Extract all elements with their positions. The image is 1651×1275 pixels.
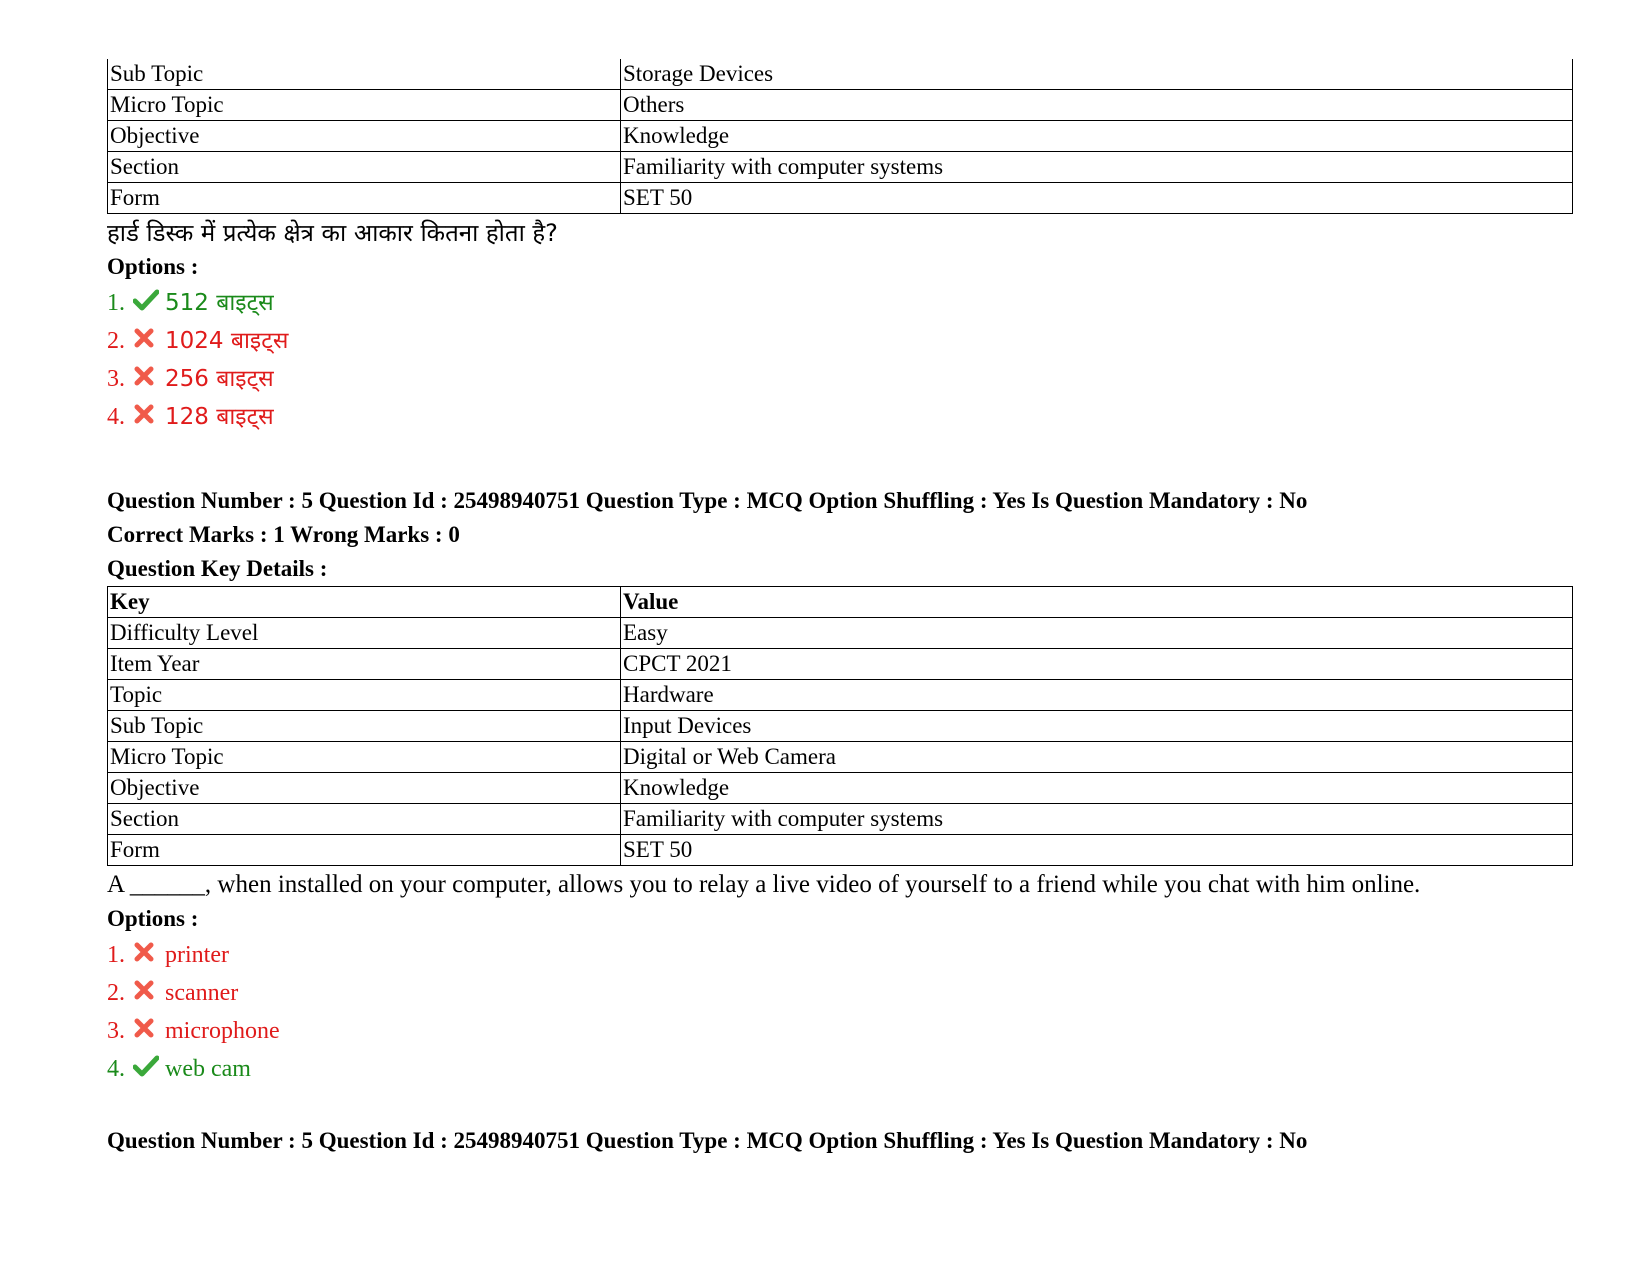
detail-value: Knowledge xyxy=(621,773,1573,804)
option-text: 1024 बाइट्स xyxy=(165,328,289,354)
detail-key: Section xyxy=(108,152,621,183)
option-number: 1. xyxy=(107,942,125,968)
table-header-row xyxy=(108,587,1573,618)
option-text: printer xyxy=(165,942,229,968)
option-item xyxy=(107,360,1574,398)
cross-icon xyxy=(133,975,163,999)
table-row xyxy=(108,183,1573,214)
option-text: 512 बाइट्स xyxy=(165,290,274,316)
detail-key: Topic xyxy=(108,680,621,711)
key-details-table xyxy=(107,586,1573,866)
question-text: हार्ड डिस्क में प्रत्येक क्षेत्र का आकार कितना होता है? xyxy=(107,219,558,247)
table-row xyxy=(108,121,1573,152)
table-row xyxy=(108,804,1573,835)
check-icon xyxy=(133,1051,163,1075)
column-header-value: Value xyxy=(621,587,1573,618)
detail-key: Sub Topic xyxy=(108,59,621,90)
option-text: 128 बाइट्स xyxy=(165,404,274,430)
option-number: 2. xyxy=(107,328,125,354)
table-row xyxy=(108,152,1573,183)
detail-value: SET 50 xyxy=(621,835,1573,866)
detail-key: Objective xyxy=(108,121,621,152)
option-text: web cam xyxy=(165,1056,251,1082)
table-row xyxy=(108,680,1573,711)
options-label: Options : xyxy=(107,254,199,279)
prev-key-details-table xyxy=(107,59,1573,214)
option-item xyxy=(107,284,1574,322)
option-item xyxy=(107,974,1574,1012)
option-text: microphone xyxy=(165,1018,280,1044)
option-number: 4. xyxy=(107,1056,125,1082)
detail-key: Micro Topic xyxy=(108,742,621,773)
detail-value: Others xyxy=(621,90,1573,121)
detail-value: Input Devices xyxy=(621,711,1573,742)
option-text: 256 बाइट्स xyxy=(165,366,274,392)
option-item xyxy=(107,1012,1574,1050)
detail-key: Micro Topic xyxy=(108,90,621,121)
document-page xyxy=(107,59,1574,1158)
column-header-key: Key xyxy=(108,587,621,618)
option-item xyxy=(107,322,1574,360)
cross-icon xyxy=(133,361,163,385)
detail-value: Familiarity with computer systems xyxy=(621,152,1573,183)
check-icon xyxy=(133,285,163,309)
table-row xyxy=(108,59,1573,90)
table-row xyxy=(108,90,1573,121)
cross-icon xyxy=(133,937,163,961)
detail-value: Storage Devices xyxy=(621,59,1573,90)
table-row xyxy=(108,773,1573,804)
option-item xyxy=(107,1050,1574,1088)
options-label: Options : xyxy=(107,906,199,931)
cross-icon xyxy=(133,399,163,423)
detail-key: Form xyxy=(108,183,621,214)
question-text: A ______, when installed on your computer, allows you to relay a live video of yourself to a friend while you chat with him online. xyxy=(107,871,1421,898)
detail-key: Sub Topic xyxy=(108,711,621,742)
table-row xyxy=(108,742,1573,773)
option-item xyxy=(107,936,1574,974)
key-details-label: Question Key Details : xyxy=(107,556,328,581)
detail-key: Difficulty Level xyxy=(108,618,621,649)
cross-icon xyxy=(133,1013,163,1037)
detail-key: Section xyxy=(108,804,621,835)
options-list xyxy=(107,284,1574,436)
option-number: 2. xyxy=(107,980,125,1006)
question-header: Question Number : 5 Question Id : 25498940751 Question Type : MCQ Option Shuffling : Yes Is Question Mandatory : No xyxy=(107,488,1308,513)
table-row xyxy=(108,618,1573,649)
option-number: 3. xyxy=(107,366,125,392)
table-row xyxy=(108,835,1573,866)
detail-value: Easy xyxy=(621,618,1573,649)
table-row xyxy=(108,711,1573,742)
detail-key: Item Year xyxy=(108,649,621,680)
next-question-header: Question Number : 5 Question Id : 25498940751 Question Type : MCQ Option Shuffling : Yes Is Question Mandatory : No xyxy=(107,1128,1308,1153)
detail-value: Knowledge xyxy=(621,121,1573,152)
detail-value: Familiarity with computer systems xyxy=(621,804,1573,835)
option-item xyxy=(107,398,1574,436)
option-number: 3. xyxy=(107,1018,125,1044)
detail-key: Form xyxy=(108,835,621,866)
option-number: 4. xyxy=(107,404,125,430)
option-number: 1. xyxy=(107,290,125,316)
table-row xyxy=(108,649,1573,680)
option-text: scanner xyxy=(165,980,239,1006)
detail-key: Objective xyxy=(108,773,621,804)
detail-value: CPCT 2021 xyxy=(621,649,1573,680)
detail-value: Digital or Web Camera xyxy=(621,742,1573,773)
detail-value: SET 50 xyxy=(621,183,1573,214)
options-list xyxy=(107,936,1574,1088)
question-marks: Correct Marks : 1 Wrong Marks : 0 xyxy=(107,522,460,547)
detail-value: Hardware xyxy=(621,680,1573,711)
cross-icon xyxy=(133,323,163,347)
